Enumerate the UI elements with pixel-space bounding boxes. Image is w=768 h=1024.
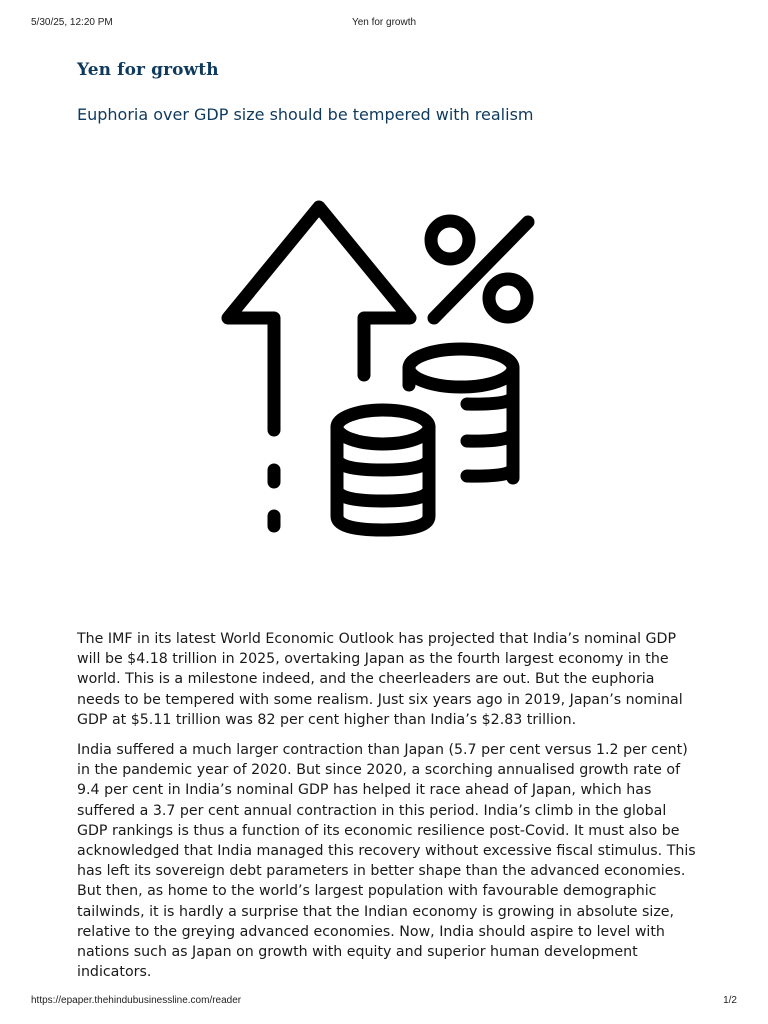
print-datetime: 5/30/25, 12:20 PM <box>31 17 113 28</box>
print-header <box>0 17 768 31</box>
article-subtitle: Euphoria over GDP size should be tempered with realism <box>77 105 534 124</box>
article-paragraph: India suffered a much larger contraction than Japan (5.7 per cent versus 1.2 per cent) in the pandemic year of 2020. But since 2020, a scorching annualised growth rate of 9.4 per cent in India’s nominal GDP has helped it race ahead of Japan, which has suffered a 3.7 per cent annual contraction in this period. India’s climb in the global GDP rankings is thus a function of its economic resilience post-Covid. It must also be acknowledged that India managed this recovery without excessive fiscal stimulus. This has left its sovereign debt parameters in better shape than the advanced economies. But then, as home to the world’s largest population with favourable demographic tailwinds, it is hardly a surprise that the Indian economy is growing in absolute size, relative to the greying advanced economies. Now, India should aspire to level with nations such as Japan on growth with equity and superior human development indicators. <box>77 742 696 981</box>
print-page-title: Yen for growth <box>351 17 417 28</box>
print-footer <box>0 995 768 1009</box>
page-number: 1/2 <box>723 995 737 1006</box>
article-paragraph: The IMF in its latest World Economic Outlook has projected that India’s nominal GDP will be $4.18 trillion in 2025, overtaking Japan as the fourth largest economy in the world. This is a milestone indeed, and the cheerleaders are out. But the euphoria needs to be tempered with some realism. Just six years ago in 2019, Japan’s nominal GDP at $5.11 trillion was 82 per cent higher than India’s $2.83 trillion. <box>77 631 683 728</box>
article-title: Yen for growth <box>77 60 219 80</box>
growth-arrow-percent-coins-icon <box>215 195 545 540</box>
source-url: https://epaper.thehindubusinessline.com/reader <box>31 995 242 1006</box>
article-body <box>77 629 697 992</box>
